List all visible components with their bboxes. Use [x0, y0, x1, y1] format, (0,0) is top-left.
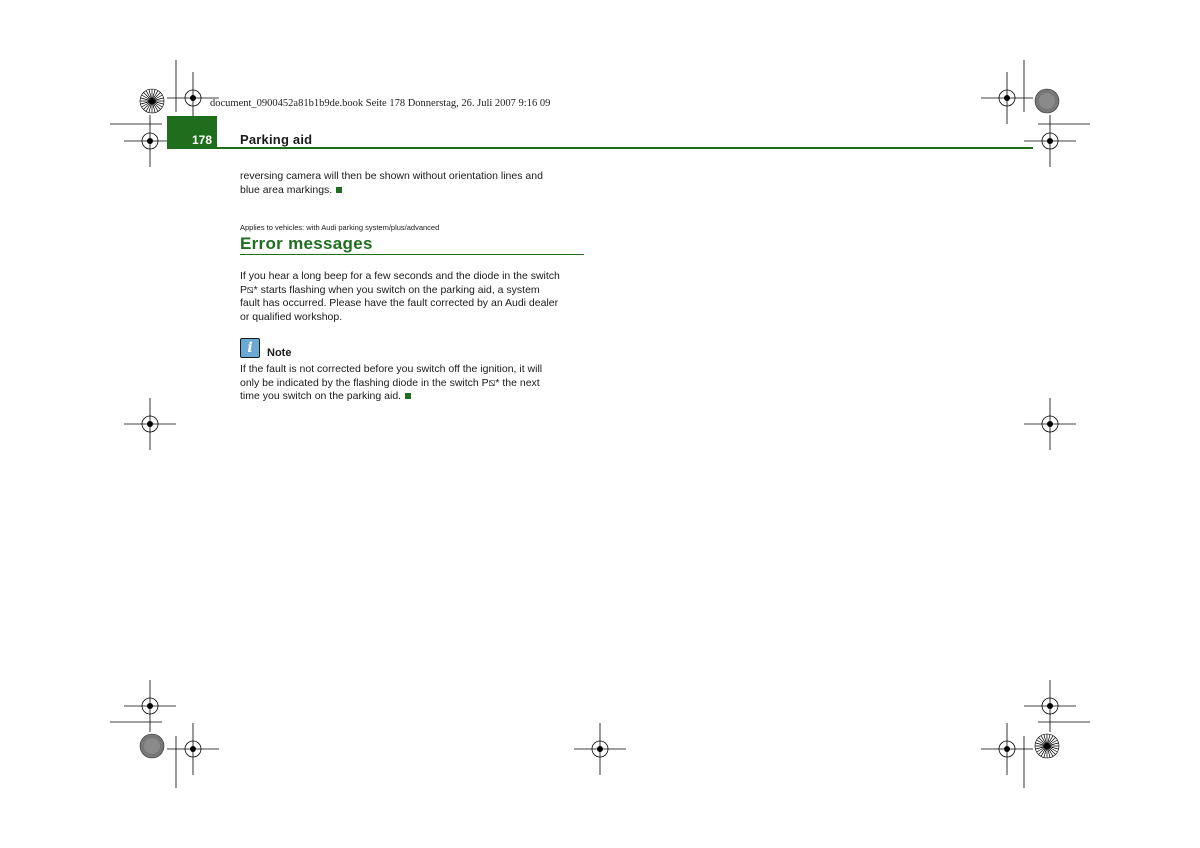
info-icon: i	[240, 338, 260, 358]
print-file-header: document_0900452a81b1b9de.book Seite 178 Donnerstag, 26. Juli 2007 9:16 09	[210, 98, 551, 109]
body-line: or qualified workshop.	[240, 311, 343, 324]
error-messages-body	[240, 270, 590, 325]
note-line: only be indicated by the flashing diode in the switch P⧅* the next	[240, 376, 540, 389]
body-line: If you hear a long beep for a few seconds and the diode in the switch	[240, 270, 560, 282]
header-rule	[167, 147, 1033, 149]
intro-line: reversing camera will then be shown without orientation lines and	[240, 170, 543, 182]
page-number: 178	[192, 133, 213, 147]
intro-paragraph	[240, 170, 590, 197]
note-line: If the fault is not corrected before you switch off the ignition, it will	[240, 363, 543, 375]
applies-to-note: Applies to vehicles: with Audi parking system/plus/advanced	[240, 223, 440, 232]
body-line: fault has occurred. Please have the fault corrected by an Audi dealer	[240, 297, 559, 310]
section-title: Error messages	[240, 234, 373, 253]
note-line: time you switch on the parking aid.	[240, 390, 590, 404]
body-line: P⧅* starts flashing when you switch on the parking aid, a system	[240, 283, 540, 296]
end-of-section-mark	[336, 187, 342, 193]
note-body	[240, 363, 590, 404]
intro-line: blue area markings.	[240, 184, 590, 198]
note-label: Note	[267, 347, 292, 359]
end-of-section-mark	[405, 393, 411, 399]
section-title-rule	[240, 254, 584, 255]
running-header-title: Parking aid	[240, 132, 313, 147]
